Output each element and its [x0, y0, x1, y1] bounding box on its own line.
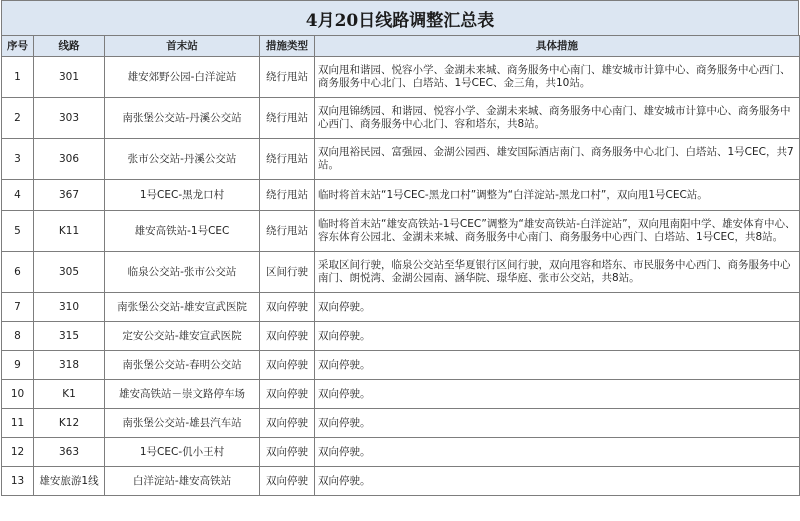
- cell-type: 双向停驶: [260, 380, 315, 409]
- cell-stations: 张市公交站-丹溪公交站: [105, 139, 260, 180]
- cell-stations: 南张堡公交站-雄安宣武医院: [105, 293, 260, 322]
- cell-stations: 南张堡公交站-丹溪公交站: [105, 98, 260, 139]
- cell-seq: 5: [2, 211, 34, 252]
- cell-measures: 双向停驶。: [315, 438, 800, 467]
- cell-measures: 双向停驶。: [315, 380, 800, 409]
- cell-stations: 定安公交站-雄安宣武医院: [105, 322, 260, 351]
- table-row: [2, 467, 800, 496]
- cell-stations: 南张堡公交站-春明公交站: [105, 351, 260, 380]
- cell-route: 367: [34, 180, 105, 211]
- cell-measures: 临时将首末站“雄安高铁站-1号CEC”调整为“雄安高铁站-白洋淀站”，双向甩南阳中学、雄安体育中心、容东体育公园北、金湖未来城、商务服务中心南门、商务服务中心西门、白塔站、1号CEC，共8站。: [315, 211, 800, 252]
- header-measures: 具体措施: [315, 36, 800, 57]
- table-row: [2, 180, 800, 211]
- table-row: [2, 98, 800, 139]
- cell-stations: 临泉公交站-张市公交站: [105, 252, 260, 293]
- cell-route: 310: [34, 293, 105, 322]
- cell-measures: 双向甩裕民园、富强园、金湖公园西、雄安国际酒店南门、商务服务中心北门、白塔站、1号CEC，共7站。: [315, 139, 800, 180]
- summary-table-sheet: [1, 0, 799, 496]
- cell-seq: 8: [2, 322, 34, 351]
- cell-measures: 双向停驶。: [315, 409, 800, 438]
- cell-measures: 采取区间行驶，临泉公交站至华夏银行区间行驶，双向甩容和塔东、市民服务中心西门、商务服务中心南门、朗悦湾、金湖公园南、涵华院、璟华庭、张市公交站，共8站。: [315, 252, 800, 293]
- header-stations: 首末站: [105, 36, 260, 57]
- cell-measures: 双向甩锦绣园、和谐园、悦容小学、金湖未来城、商务服务中心南门、雄安城市计算中心、商务服务中心西门、商务服务中心北门、容和塔东，共8站。: [315, 98, 800, 139]
- cell-route: K12: [34, 409, 105, 438]
- cell-type: 双向停驶: [260, 467, 315, 496]
- header-type: 措施类型: [260, 36, 315, 57]
- table-row: [2, 139, 800, 180]
- cell-route: K11: [34, 211, 105, 252]
- cell-seq: 3: [2, 139, 34, 180]
- cell-type: 双向停驶: [260, 438, 315, 467]
- cell-route: 318: [34, 351, 105, 380]
- table-row: [2, 351, 800, 380]
- cell-type: 绕行甩站: [260, 211, 315, 252]
- cell-type: 双向停驶: [260, 409, 315, 438]
- cell-measures: 临时将首末站“1号CEC-黑龙口村”调整为“白洋淀站-黑龙口村”，双向甩1号CEC站。: [315, 180, 800, 211]
- cell-type: 绕行甩站: [260, 139, 315, 180]
- table-row: [2, 57, 800, 98]
- cell-seq: 10: [2, 380, 34, 409]
- cell-route: 315: [34, 322, 105, 351]
- table-row: [2, 409, 800, 438]
- table-row: [2, 211, 800, 252]
- cell-measures: 双向甩和谐园、悦容小学、金湖未来城、商务服务中心南门、雄安城市计算中心、商务服务中心西门、商务服务中心北门、白塔站、1号CEC、金三角，共10站。: [315, 57, 800, 98]
- table-header-row: [2, 36, 800, 57]
- route-adjustment-table: [1, 35, 800, 496]
- table-row: [2, 380, 800, 409]
- table-row: [2, 293, 800, 322]
- cell-type: 区间行驶: [260, 252, 315, 293]
- cell-stations: 雄安郊野公园-白洋淀站: [105, 57, 260, 98]
- cell-route: 303: [34, 98, 105, 139]
- cell-type: 双向停驶: [260, 293, 315, 322]
- cell-measures: 双向停驶。: [315, 293, 800, 322]
- cell-measures: 双向停驶。: [315, 322, 800, 351]
- cell-seq: 13: [2, 467, 34, 496]
- cell-seq: 9: [2, 351, 34, 380]
- cell-type: 双向停驶: [260, 322, 315, 351]
- cell-seq: 11: [2, 409, 34, 438]
- cell-seq: 2: [2, 98, 34, 139]
- cell-stations: 白洋淀站-雄安高铁站: [105, 467, 260, 496]
- cell-stations: 1号CEC-仉小王村: [105, 438, 260, 467]
- cell-route: 雄安旅游1线: [34, 467, 105, 496]
- cell-type: 绕行甩站: [260, 57, 315, 98]
- header-route: 线路: [34, 36, 105, 57]
- cell-seq: 7: [2, 293, 34, 322]
- table-row: [2, 322, 800, 351]
- cell-stations: 南张堡公交站-雄县汽车站: [105, 409, 260, 438]
- cell-measures: 双向停驶。: [315, 467, 800, 496]
- cell-route: 301: [34, 57, 105, 98]
- cell-stations: 雄安高铁站-1号CEC: [105, 211, 260, 252]
- table-row: [2, 438, 800, 467]
- cell-type: 双向停驶: [260, 351, 315, 380]
- cell-route: 305: [34, 252, 105, 293]
- cell-measures: 双向停驶。: [315, 351, 800, 380]
- cell-stations: 1号CEC-黑龙口村: [105, 180, 260, 211]
- header-seq: 序号: [2, 36, 34, 57]
- cell-seq: 4: [2, 180, 34, 211]
- cell-type: 绕行甩站: [260, 180, 315, 211]
- cell-seq: 12: [2, 438, 34, 467]
- cell-stations: 雄安高铁站－崇文路停车场: [105, 380, 260, 409]
- cell-type: 绕行甩站: [260, 98, 315, 139]
- cell-route: 363: [34, 438, 105, 467]
- cell-route: 306: [34, 139, 105, 180]
- table-row: [2, 252, 800, 293]
- cell-route: K1: [34, 380, 105, 409]
- cell-seq: 1: [2, 57, 34, 98]
- cell-seq: 6: [2, 252, 34, 293]
- table-title: 4月20日线路调整汇总表: [1, 0, 799, 35]
